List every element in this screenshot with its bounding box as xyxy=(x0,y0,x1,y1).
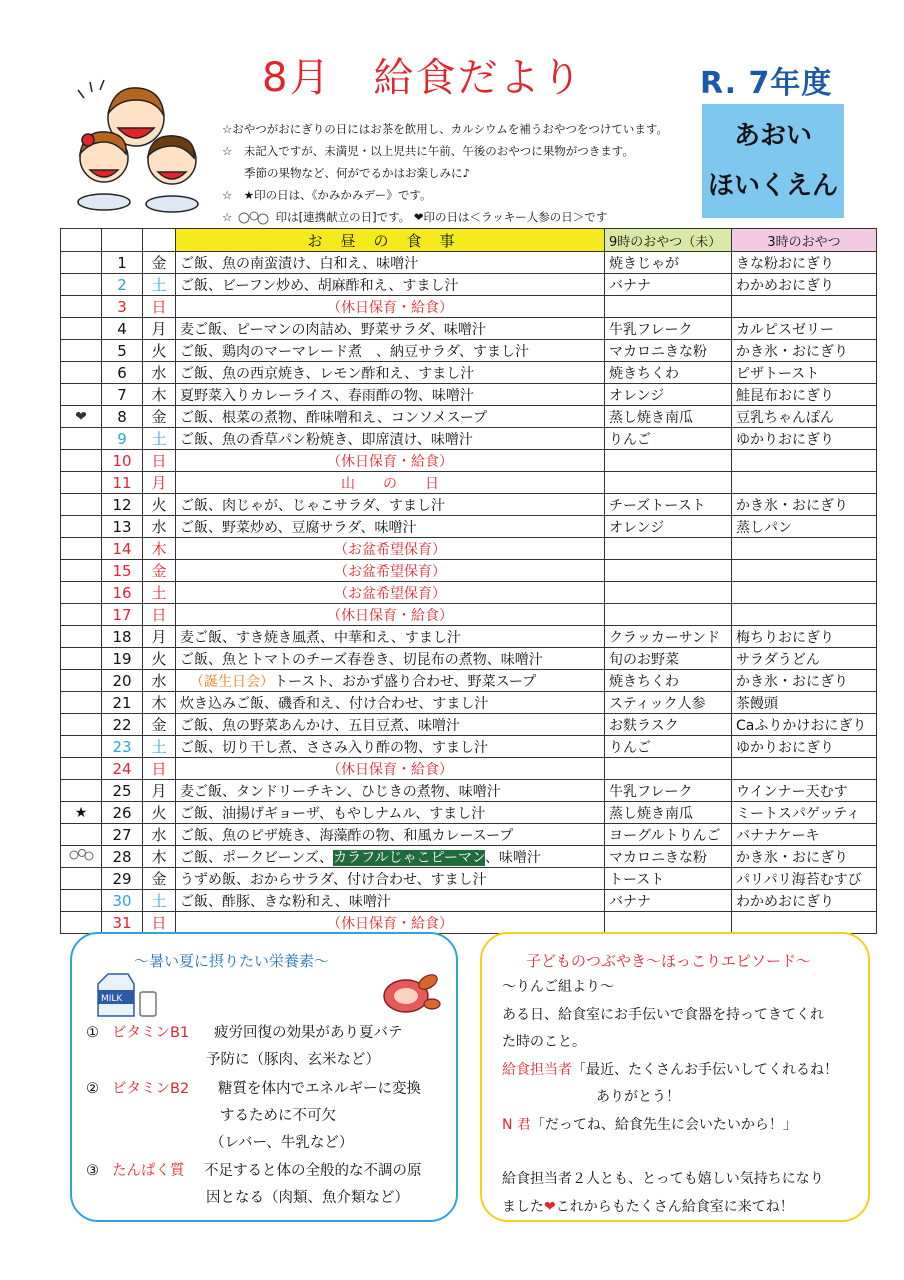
row-weekday: 月 xyxy=(143,472,176,494)
row-mark xyxy=(61,340,102,362)
collab-dish: カラフルじゃこピーマン xyxy=(333,849,485,866)
row-lunch: ご飯、肉じゃが、じゃこサラダ、すまし汁 xyxy=(176,494,605,516)
row-weekday: 日 xyxy=(143,450,176,472)
row-lunch: （休日保育・給食） xyxy=(176,296,605,318)
row-mark xyxy=(61,516,102,538)
table-row xyxy=(61,296,877,318)
row-pm-snack: わかめおにぎり xyxy=(732,274,877,296)
row-weekday: 月 xyxy=(143,780,176,802)
row-am-snack: オレンジ xyxy=(605,516,732,538)
nutrient-2-line2: するために不可欠 xyxy=(220,1108,336,1124)
row-am-snack: ヨーグルトりんご xyxy=(605,824,732,846)
row-lunch: （休日保育・給食） xyxy=(176,912,605,934)
row-lunch: ご飯、魚のピザ焼き、海藻酢の物、和風カレースープ xyxy=(176,824,605,846)
row-weekday: 日 xyxy=(143,604,176,626)
header-am-snack: 9時のおやつ（未） xyxy=(605,229,732,252)
nutrient-1-line1: 疲労回復の効果があり夏バテ xyxy=(214,1025,403,1041)
row-lunch: 炊き込みご飯、磯香和え、付け合わせ、すまし汁 xyxy=(176,692,605,714)
row-pm-snack: バナナケーキ xyxy=(732,824,877,846)
row-weekday: 木 xyxy=(143,692,176,714)
table-row xyxy=(61,912,877,934)
meat-icon xyxy=(378,964,442,1020)
row-weekday: 金 xyxy=(143,252,176,274)
row-weekday: 日 xyxy=(143,296,176,318)
row-day: 18 xyxy=(102,626,143,648)
row-pm-snack: かき氷・おにぎり xyxy=(732,340,877,362)
nutrient-3-line2: 因となる（肉類、魚介類など） xyxy=(206,1190,409,1206)
birthday-label: （誕生日会） xyxy=(190,673,274,690)
row-weekday: 火 xyxy=(143,648,176,670)
table-row xyxy=(61,824,877,846)
table-row xyxy=(61,428,877,450)
row-pm-snack: ミートスパゲッティ xyxy=(732,802,877,824)
notes-block xyxy=(222,118,668,228)
row-pm-snack xyxy=(732,538,877,560)
row-am-snack: マカロニきな粉 xyxy=(605,340,732,362)
row-weekday: 金 xyxy=(143,714,176,736)
row-am-snack xyxy=(605,472,732,494)
row-lunch: （休日保育・給食） xyxy=(176,758,605,780)
row-weekday: 火 xyxy=(143,802,176,824)
row-day: 29 xyxy=(102,868,143,890)
table-row xyxy=(61,406,877,428)
row-lunch: （休日保育・給食） xyxy=(176,604,605,626)
note-5-heart: ❤印の日は＜ラッキー人参の日＞です xyxy=(413,210,608,224)
milk-carton-icon xyxy=(94,970,162,1018)
header-pm-snack: 3時のおやつ xyxy=(732,229,877,252)
nutrient-1-line2: 予防に（豚肉、玄米など） xyxy=(206,1052,380,1068)
row-lunch: 麦ご飯、すき焼き風煮、中華和え、すまし汁 xyxy=(176,626,605,648)
row-lunch: 山 の 日 xyxy=(176,472,605,494)
row-mark xyxy=(61,296,102,318)
row-pm-snack xyxy=(732,450,877,472)
row-lunch: ご飯、油揚げギョーザ、もやしナムル、すまし汁 xyxy=(176,802,605,824)
row-lunch: ご飯、根菜の煮物、酢味噌和え、コンソメスープ xyxy=(176,406,605,428)
row-pm-snack: 梅ちりおにぎり xyxy=(732,626,877,648)
table-row xyxy=(61,802,877,824)
table-row xyxy=(61,670,877,692)
row-pm-snack: ピザトースト xyxy=(732,362,877,384)
row-weekday: 水 xyxy=(143,670,176,692)
row-weekday: 日 xyxy=(143,912,176,934)
row-pm-snack xyxy=(732,296,877,318)
row-am-snack xyxy=(605,582,732,604)
row-am-snack xyxy=(605,296,732,318)
episode-line4: 給食担当者２人とも、とっても嬉しい気持ちになり xyxy=(502,1171,824,1187)
row-day: 1 xyxy=(102,252,143,274)
table-row xyxy=(61,736,877,758)
table-row xyxy=(61,362,877,384)
row-am-snack: 蒸し焼き南瓜 xyxy=(605,406,732,428)
lunch-text: トースト、おかず盛り合わせ、野菜スープ xyxy=(274,673,537,690)
row-am-snack: 焼きちくわ xyxy=(605,362,732,384)
row-lunch: ご飯、魚とトマトのチーズ春巻き、切昆布の煮物、味噌汁 xyxy=(176,648,605,670)
row-weekday: 土 xyxy=(143,736,176,758)
table-row xyxy=(61,604,877,626)
table-row xyxy=(61,890,877,912)
row-mark xyxy=(61,846,102,868)
row-pm-snack: カルピスゼリー xyxy=(732,318,877,340)
table-row xyxy=(61,384,877,406)
row-lunch: （休日保育・給食） xyxy=(176,450,605,472)
nutrient-2-name: ビタミンB2 xyxy=(112,1081,190,1097)
row-pm-snack xyxy=(732,560,877,582)
nutrient-2-line3: （レバー、牛乳など） xyxy=(210,1135,354,1151)
episode-quote2: 「だってね、給食先生に会いたいから！」 xyxy=(530,1116,797,1133)
row-am-snack: りんご xyxy=(605,428,732,450)
row-day: 16 xyxy=(102,582,143,604)
row-am-snack: 旬のお野菜 xyxy=(605,648,732,670)
episode-speaker2: N 君 xyxy=(502,1116,531,1133)
row-am-snack xyxy=(605,912,732,934)
nutrition-heading: ～暑い夏に摂りたい栄養素～ xyxy=(134,952,330,970)
row-pm-snack: 蒸しパン xyxy=(732,516,877,538)
note-1: ☆おやつがおにぎりの日にはお茶を飲用し、カルシウムを補うおやつをつけています。 xyxy=(222,122,668,136)
row-am-snack: バナナ xyxy=(605,274,732,296)
row-pm-snack xyxy=(732,604,877,626)
row-lunch: ご飯、酢豚、きな粉和え、味噌汁 xyxy=(176,890,605,912)
row-lunch: ご飯、野菜炒め、豆腐サラダ、味噌汁 xyxy=(176,516,605,538)
row-day: 28 xyxy=(102,846,143,868)
row-day: 20 xyxy=(102,670,143,692)
school-name-box xyxy=(702,104,844,218)
nutrient-2-line1: 糖質を体内でエネルギーに変換 xyxy=(218,1081,421,1097)
episode-speaker1: 給食担当者 xyxy=(502,1061,572,1078)
row-pm-snack: 茶饅頭 xyxy=(732,692,877,714)
row-am-snack xyxy=(605,758,732,780)
row-day: 21 xyxy=(102,692,143,714)
row-am-snack: 焼きじゃが xyxy=(605,252,732,274)
row-day: 13 xyxy=(102,516,143,538)
row-mark xyxy=(61,450,102,472)
row-mark xyxy=(61,758,102,780)
row-day: 31 xyxy=(102,912,143,934)
table-row xyxy=(61,648,877,670)
row-lunch: 麦ご飯、タンドリーチキン、ひじきの煮物、味噌汁 xyxy=(176,780,605,802)
row-pm-snack: ウインナー天むす xyxy=(732,780,877,802)
row-am-snack: マカロニきな粉 xyxy=(605,846,732,868)
row-day: 11 xyxy=(102,472,143,494)
row-day: 4 xyxy=(102,318,143,340)
note-5 xyxy=(222,206,668,228)
collab-logo-icon xyxy=(236,210,272,226)
table-row xyxy=(61,538,877,560)
row-day: 27 xyxy=(102,824,143,846)
row-am-snack: オレンジ xyxy=(605,384,732,406)
row-am-snack xyxy=(605,604,732,626)
row-mark xyxy=(61,692,102,714)
row-weekday: 月 xyxy=(143,318,176,340)
episode-quote1a: 「最近、たくさんお手伝いしてくれるね！ xyxy=(572,1061,838,1078)
row-mark xyxy=(61,626,102,648)
episode-line2: ある日、給食室にお手伝いで食器を持ってきてくれ xyxy=(502,1006,824,1023)
row-lunch: うずめ飯、おからサラダ、付け合わせ、すまし汁 xyxy=(176,868,605,890)
row-mark xyxy=(61,494,102,516)
row-am-snack xyxy=(605,450,732,472)
row-lunch: ご飯、魚の西京焼き、レモン酢和え、すまし汁 xyxy=(176,362,605,384)
page-title: 8月 給食だより xyxy=(262,55,584,101)
row-mark xyxy=(61,362,102,384)
table-row xyxy=(61,582,877,604)
table-row xyxy=(61,626,877,648)
row-am-snack xyxy=(605,538,732,560)
table-row xyxy=(61,692,877,714)
table-row xyxy=(61,450,877,472)
row-weekday: 日 xyxy=(143,758,176,780)
row-lunch: ご飯、切り干し煮、ささみ入り酢の物、すまし汁 xyxy=(176,736,605,758)
row-pm-snack: Caふりかけおにぎり xyxy=(732,714,877,736)
episode-line1: ～りんご組より～ xyxy=(502,979,614,995)
episode-box xyxy=(480,932,870,1222)
row-lunch: ご飯、魚の野菜あんかけ、五目豆煮、味噌汁 xyxy=(176,714,605,736)
row-mark xyxy=(61,384,102,406)
row-lunch xyxy=(176,670,605,692)
nutrient-3-line1: 不足すると体の全般的な不調の原 xyxy=(204,1163,422,1179)
lunch-text-b: 、味噌汁 xyxy=(484,849,541,866)
kids-watermelon-illustration xyxy=(64,78,214,218)
row-day: 19 xyxy=(102,648,143,670)
row-am-snack: トースト xyxy=(605,868,732,890)
table-row xyxy=(61,516,877,538)
row-pm-snack xyxy=(732,758,877,780)
school-name-line2: ほいくえん xyxy=(707,171,838,201)
row-day: 24 xyxy=(102,758,143,780)
note-4: ☆ ★印の日は、《かみかみデー》です。 xyxy=(222,188,432,202)
row-weekday: 月 xyxy=(143,626,176,648)
row-pm-snack: わかめおにぎり xyxy=(732,890,877,912)
row-lunch: 夏野菜入りカレーライス、春雨酢の物、味噌汁 xyxy=(176,384,605,406)
row-day: 14 xyxy=(102,538,143,560)
heart-icon: ❤ xyxy=(544,1198,556,1215)
row-pm-snack xyxy=(732,912,877,934)
row-weekday: 土 xyxy=(143,582,176,604)
nutrient-3-num: ③ xyxy=(86,1163,99,1179)
note-3: 季節の果物など、何がでるかはお楽しみに♪ xyxy=(244,166,470,180)
row-am-snack: クラッカーサンド xyxy=(605,626,732,648)
row-am-snack: りんご xyxy=(605,736,732,758)
row-pm-snack xyxy=(732,582,877,604)
episode-heading: 子どものつぶやき～ほっこりエピソード～ xyxy=(526,952,812,970)
row-pm-snack: かき氷・おにぎり xyxy=(732,494,877,516)
row-mark xyxy=(61,472,102,494)
row-mark xyxy=(61,890,102,912)
row-pm-snack: かき氷・おにぎり xyxy=(732,670,877,692)
row-weekday: 土 xyxy=(143,890,176,912)
nutrient-2 xyxy=(86,1076,421,1157)
row-pm-snack: ゆかりおにぎり xyxy=(732,736,877,758)
row-weekday: 水 xyxy=(143,824,176,846)
row-lunch: （お盆希望保育） xyxy=(176,560,605,582)
row-mark: ★ xyxy=(61,802,102,824)
row-mark xyxy=(61,582,102,604)
row-mark xyxy=(61,714,102,736)
row-mark: ❤ xyxy=(61,406,102,428)
row-pm-snack: 鮭昆布おにぎり xyxy=(732,384,877,406)
row-weekday: 木 xyxy=(143,538,176,560)
table-header-row xyxy=(61,229,877,252)
row-am-snack: 牛乳フレーク xyxy=(605,780,732,802)
row-am-snack: 焼きちくわ xyxy=(605,670,732,692)
row-day: 6 xyxy=(102,362,143,384)
row-mark xyxy=(61,736,102,758)
row-weekday: 火 xyxy=(143,340,176,362)
row-mark xyxy=(61,912,102,934)
row-day: 9 xyxy=(102,428,143,450)
school-name-line1: あおい xyxy=(733,121,812,151)
header-lunch: お昼の食事 xyxy=(176,229,605,252)
row-lunch: ご飯、魚の香草パン粉焼き、即席漬け、味噌汁 xyxy=(176,428,605,450)
fiscal-year: R. 7年度 xyxy=(700,66,833,101)
header-day xyxy=(102,229,143,252)
row-mark xyxy=(61,670,102,692)
table-row xyxy=(61,494,877,516)
note-5-collab: 印は[連携献立の日]です。 xyxy=(275,210,411,224)
row-weekday: 土 xyxy=(143,428,176,450)
table-row xyxy=(61,340,877,362)
row-mark xyxy=(61,604,102,626)
row-lunch: （お盆希望保育） xyxy=(176,582,605,604)
row-mark xyxy=(61,824,102,846)
row-pm-snack: パリパリ海苔むすび xyxy=(732,868,877,890)
row-weekday: 火 xyxy=(143,494,176,516)
nutrient-1-name: ビタミンB1 xyxy=(112,1025,190,1041)
collab-logo-icon xyxy=(67,847,95,863)
row-am-snack: チーズトースト xyxy=(605,494,732,516)
row-pm-snack: サラダうどん xyxy=(732,648,877,670)
row-weekday: 金 xyxy=(143,560,176,582)
row-mark xyxy=(61,252,102,274)
row-lunch: ご飯、鶏肉のマーマレード煮 、納豆サラダ、すまし汁 xyxy=(176,340,605,362)
row-weekday: 木 xyxy=(143,384,176,406)
row-day: 12 xyxy=(102,494,143,516)
row-pm-snack: 豆乳ちゃんぽん xyxy=(732,406,877,428)
lunch-text-a: ご飯、ポークビーンズ、 xyxy=(180,849,334,866)
row-day: 10 xyxy=(102,450,143,472)
table-row xyxy=(61,780,877,802)
nutrient-1 xyxy=(86,1020,403,1074)
row-day: 8 xyxy=(102,406,143,428)
row-mark xyxy=(61,780,102,802)
table-row xyxy=(61,560,877,582)
row-am-snack xyxy=(605,560,732,582)
row-pm-snack: かき氷・おにぎり xyxy=(732,846,877,868)
row-mark xyxy=(61,868,102,890)
row-weekday: 金 xyxy=(143,868,176,890)
row-weekday: 金 xyxy=(143,406,176,428)
row-weekday: 水 xyxy=(143,516,176,538)
row-weekday: 水 xyxy=(143,362,176,384)
row-lunch: ご飯、ビーフン炒め、胡麻酢和え、すまし汁 xyxy=(176,274,605,296)
episode-line3: た時のこと。 xyxy=(502,1034,586,1050)
episode-line5b: これからもたくさん給食室に来てね！ xyxy=(555,1198,794,1215)
row-day: 2 xyxy=(102,274,143,296)
milk-label: MILK xyxy=(101,994,123,1004)
row-am-snack: バナナ xyxy=(605,890,732,912)
row-day: 22 xyxy=(102,714,143,736)
menu-table xyxy=(60,228,877,934)
nutrition-box xyxy=(70,932,458,1222)
row-weekday: 土 xyxy=(143,274,176,296)
header-mark xyxy=(61,229,102,252)
table-row xyxy=(61,252,877,274)
row-pm-snack: ゆかりおにぎり xyxy=(732,428,877,450)
row-lunch: ご飯、魚の南蛮漬け、白和え、味噌汁 xyxy=(176,252,605,274)
table-row xyxy=(61,274,877,296)
row-pm-snack xyxy=(732,472,877,494)
row-weekday: 木 xyxy=(143,846,176,868)
episode-text xyxy=(502,974,862,1221)
nutrient-1-num: ① xyxy=(86,1025,99,1041)
row-day: 5 xyxy=(102,340,143,362)
row-am-snack: お麩ラスク xyxy=(605,714,732,736)
row-lunch xyxy=(176,846,605,868)
row-lunch: （お盆希望保育） xyxy=(176,538,605,560)
table-row xyxy=(61,846,877,868)
row-mark xyxy=(61,274,102,296)
header-weekday xyxy=(143,229,176,252)
note-2: ☆ 未記入ですが、未満児・以上児共に午前、午後のおやつに果物がつきます。 xyxy=(222,144,634,158)
table-row xyxy=(61,714,877,736)
row-day: 26 xyxy=(102,802,143,824)
row-mark xyxy=(61,428,102,450)
episode-quote1b: ありがとう！ xyxy=(596,1089,680,1105)
row-mark xyxy=(61,318,102,340)
row-pm-snack: きな粉おにぎり xyxy=(732,252,877,274)
row-day: 15 xyxy=(102,560,143,582)
table-row xyxy=(61,758,877,780)
nutrient-3 xyxy=(86,1158,422,1212)
row-day: 3 xyxy=(102,296,143,318)
row-lunch: 麦ご飯、ピーマンの肉詰め、野菜サラダ、味噌汁 xyxy=(176,318,605,340)
table-row xyxy=(61,318,877,340)
nutrient-2-num: ② xyxy=(86,1081,99,1097)
episode-line5a: ました xyxy=(502,1198,544,1215)
row-day: 7 xyxy=(102,384,143,406)
row-day: 17 xyxy=(102,604,143,626)
row-mark xyxy=(61,648,102,670)
table-row xyxy=(61,472,877,494)
row-am-snack: スティック人参 xyxy=(605,692,732,714)
table-row xyxy=(61,868,877,890)
row-am-snack: 蒸し焼き南瓜 xyxy=(605,802,732,824)
note-5-star: ☆ xyxy=(222,210,233,224)
row-am-snack: 牛乳フレーク xyxy=(605,318,732,340)
row-mark xyxy=(61,560,102,582)
row-day: 23 xyxy=(102,736,143,758)
row-day: 25 xyxy=(102,780,143,802)
nutrient-3-name: たんぱく質 xyxy=(112,1163,185,1179)
menu-body xyxy=(61,252,877,934)
row-day: 30 xyxy=(102,890,143,912)
row-mark xyxy=(61,538,102,560)
